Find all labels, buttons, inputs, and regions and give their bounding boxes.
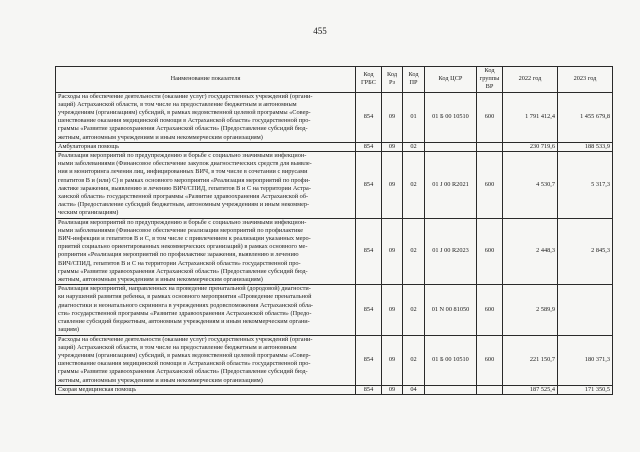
row-name-line: шенствование оказания медицинской помощи в Астраханской области» государственной про- xyxy=(58,360,311,368)
row-name-line: ния и мониторинга лечения лиц, инфицированных ВИЧ, в том числе в сочетании с вирусами xyxy=(58,168,308,176)
cell-vr xyxy=(477,385,503,394)
cell-y2023: 180 371,3 xyxy=(558,335,613,385)
row-name-line: Реализация мероприятий по предупреждению и борьбе с социально значимыми инфекцион- xyxy=(58,152,307,160)
cell-y2023: 2 845,3 xyxy=(558,218,613,285)
row-name-line: ласти» (Предоставление субсидий бюджетным, автономным учреждениям и иным некоммер- xyxy=(58,201,310,209)
cell-y2022: 187 525,4 xyxy=(503,385,558,394)
row-name-line: ханской области» государственной программы «Развитие здравоохранения Астраханской об- xyxy=(58,193,309,201)
cell-y2022: 1 791 412,4 xyxy=(503,92,558,142)
row-name xyxy=(56,142,356,151)
header-2023: 2023 год xyxy=(558,67,613,93)
table-body xyxy=(56,92,613,394)
cell-y2023: 171 350,5 xyxy=(558,385,613,394)
cell-rz: 09 xyxy=(382,335,403,385)
cell-grbs: 854 xyxy=(356,335,382,385)
row-name-line: граммы «Развитие здравоохранения Астраханской области» (Предоставление субсидий бюд- xyxy=(58,368,308,376)
row-name xyxy=(56,152,356,219)
cell-grbs: 854 xyxy=(356,385,382,394)
cell-grbs: 854 xyxy=(356,142,382,151)
cell-csr: 01 N 00 81050 xyxy=(425,285,477,335)
cell-pr: 01 xyxy=(403,92,425,142)
row-name-line: ными заболеваниями (Финансовое обеспечение закупок диагностических средств для выявле- xyxy=(58,160,312,168)
cell-vr: 600 xyxy=(477,285,503,335)
cell-rz: 09 xyxy=(382,92,403,142)
header-rz: Код Рз xyxy=(382,67,403,93)
row-name-line: граммы «Развитие здравоохранения Астраханской области» (Предоставление субсидий бюд- xyxy=(58,267,308,275)
row-name-line: ными заболеваниями (Финансовое обеспечение реализации мероприятий по профилактике xyxy=(58,226,304,234)
header-2022: 2022 год xyxy=(503,67,558,93)
cell-grbs: 854 xyxy=(356,92,382,142)
row-name-line: сти» государственной программы «Развитие здравоохранения Астраханской области» (Предо- xyxy=(58,309,312,317)
row-name-line: заций) Астраханской области, в том числе на предоставление бюджетным и автономным xyxy=(58,100,297,108)
row-name-line: Расходы на обеспечение деятельности (оказание услуг) государственных учреждений (органи- xyxy=(58,335,313,343)
cell-y2023: 5 317,3 xyxy=(558,152,613,219)
row-name-line: ки нарушений развития ребенка, в рамках основного мероприятия «Проведение пренатальной xyxy=(58,293,312,301)
cell-csr: 01 Б 00 10510 xyxy=(425,335,477,385)
row-name-line: учреждениям (организациям) субсидий, в рамках ведомственной целевой программы «Совер- xyxy=(58,109,311,117)
cell-vr: 600 xyxy=(477,335,503,385)
cell-pr: 02 xyxy=(403,142,425,151)
table-row xyxy=(56,92,613,142)
cell-pr: 02 xyxy=(403,218,425,285)
cell-y2023 xyxy=(558,285,613,335)
header-vr: Код группы ВР xyxy=(477,67,503,93)
row-name xyxy=(56,92,356,142)
row-name xyxy=(56,218,356,285)
cell-y2023: 188 533,9 xyxy=(558,142,613,151)
cell-y2022: 221 150,7 xyxy=(503,335,558,385)
header-csr: Код ЦСР xyxy=(425,67,477,93)
table-row xyxy=(56,142,613,151)
cell-rz: 09 xyxy=(382,142,403,151)
table-row xyxy=(56,285,613,335)
cell-grbs: 854 xyxy=(356,152,382,219)
row-name-line: Скорая медицинская помощь xyxy=(58,385,137,393)
cell-pr: 02 xyxy=(403,152,425,219)
cell-vr: 600 xyxy=(477,152,503,219)
cell-grbs: 854 xyxy=(356,285,382,335)
cell-y2022: 2 448,3 xyxy=(503,218,558,285)
cell-rz: 09 xyxy=(382,152,403,219)
row-name-line: учреждениям (организациям) субсидий, в рамках ведомственной целевой программы «Совер- xyxy=(58,351,311,359)
cell-vr xyxy=(477,142,503,151)
table-row xyxy=(56,385,613,394)
cell-csr: 01 Б 00 10510 xyxy=(425,92,477,142)
row-name-line: жетным, автономным учреждениям и иным некоммерческим организациям) xyxy=(58,376,263,384)
table-row xyxy=(56,218,613,285)
row-name-line: диагностики и неонатального скрининга в учреждениях родовспоможения Астраханской обла- xyxy=(58,301,314,309)
row-name-line: приятий социально ориентированных некоммерческих организаций) в рамках основного ме- xyxy=(58,243,308,251)
header-name: Наименование показателя xyxy=(56,67,356,93)
row-name xyxy=(56,285,356,335)
cell-csr xyxy=(425,385,477,394)
cell-vr: 600 xyxy=(477,92,503,142)
row-name-line: Расходы на обеспечение деятельности (оказание услуг) государственных учреждений (органи- xyxy=(58,92,313,100)
cell-csr xyxy=(425,142,477,151)
row-name-line: ставление субсидий бюджетным, автономным учреждениям и иным некоммерческим органи- xyxy=(58,318,310,326)
cell-pr: 02 xyxy=(403,285,425,335)
row-name-line: шенствование оказания медицинской помощи в Астраханской области» государственной про- xyxy=(58,117,311,125)
row-name xyxy=(56,385,356,394)
header-grbs: Код ГРБС xyxy=(356,67,382,93)
budget-table xyxy=(55,66,613,395)
header-pr: Код ПР xyxy=(403,67,425,93)
row-name-line: Амбулаторная помощь xyxy=(58,142,119,150)
row-name-line: роприятия «Реализация мероприятий по профилактике заражения, выявлению и лечению xyxy=(58,251,299,259)
page-number: 455 xyxy=(313,26,327,36)
row-name-line: жетным, автономным учреждениям и иным некоммерческим организациям) xyxy=(58,276,263,284)
row-name-line: Реализация мероприятий, направленных на проведение пренатальной (дородовой) диагности- xyxy=(58,285,311,293)
row-name-line: ческим организациям) xyxy=(58,209,119,217)
cell-y2022: 4 530,7 xyxy=(503,152,558,219)
row-name xyxy=(56,335,356,385)
table-row xyxy=(56,335,613,385)
table-row xyxy=(56,152,613,219)
cell-pr: 04 xyxy=(403,385,425,394)
row-name-line: ВИЧ/СПИД, гепатитов В и С на территории Астраханской области» государственной про- xyxy=(58,259,301,267)
row-name-line: лактике заражения, выявлению и лечению ВИЧ/СПИД, гепатитов В и С на территории Астра- xyxy=(58,184,311,192)
cell-rz: 09 xyxy=(382,218,403,285)
cell-rz: 09 xyxy=(382,385,403,394)
cell-rz: 09 xyxy=(382,285,403,335)
cell-vr: 600 xyxy=(477,218,503,285)
row-name-line: заций) Астраханской области, в том числе на предоставление бюджетным и автономным xyxy=(58,343,297,351)
header-row xyxy=(56,67,613,93)
cell-pr: 02 xyxy=(403,335,425,385)
cell-y2022: 230 719,6 xyxy=(503,142,558,151)
cell-grbs: 854 xyxy=(356,218,382,285)
cell-y2022: 2 589,9 xyxy=(503,285,558,335)
row-name-line: граммы «Развитие здравоохранения Астраханской области» (Предоставление субсидий бюд- xyxy=(58,125,308,133)
row-name-line: жетным, автономным учреждениям и иным некоммерческим организациям) xyxy=(58,133,263,141)
cell-csr: 01 J 00 R2021 xyxy=(425,152,477,219)
row-name-line: Реализация мероприятий по предупреждению и борьбе с социально значимыми инфекцион- xyxy=(58,218,307,226)
row-name-line: ВИЧ-инфекции и гепатитов В и С, в том числе с привлечением к реализации указанных меро- xyxy=(58,235,311,243)
row-name-line: зациям) xyxy=(58,326,79,334)
row-name-line: гепатитов В и (или) С) в рамках основного мероприятия «Реализация мероприятий по профи- xyxy=(58,176,311,184)
cell-csr: 01 J 00 R2023 xyxy=(425,218,477,285)
cell-y2023: 1 455 679,8 xyxy=(558,92,613,142)
